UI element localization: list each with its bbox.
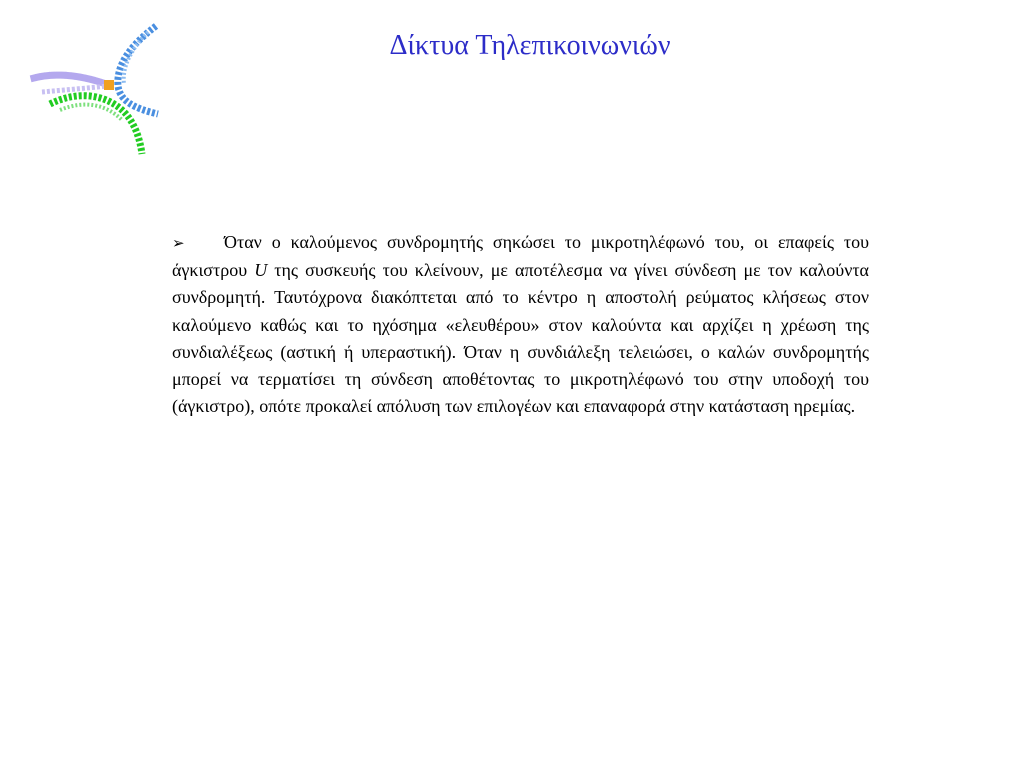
body-paragraph [172,229,869,420]
paragraph-text-part2: της συσκευής του κλείνουν, με αποτέλεσμα να γίνει σύνδεση με τον καλούντα συνδρομητή. Ταυτόχρονα διακόπτεται από το κέντρο η αποστολή ρεύματος κλήσεως στον καλούμενο καθώς και το ηχόσημα «ελευθέρου» στον καλούντα και αρχίζει η χρέωση της συνδιαλέξεως (αστική ή υπεραστική). Όταν η συνδιάλεξη τελειώσει, ο καλών συνδρομητής μπορεί να τερματίσει τη σύνδεση αποθέτοντας το μικροτηλέφωνό του στην υποδοχή του (άγκιστρο), οπότε προκαλεί απόλυση των επιλογέων και επαναφορά στην κατάσταση ηρεμίας. [172,260,869,417]
paragraph-italic-letter: U [254,260,268,281]
slide-title: Δίκτυα Τηλεπικοινωνιών [389,30,671,61]
arrow-bullet-icon: ➢ [172,234,185,252]
paragraph-text-part1: Όταν ο καλούμενος συνδρομητής σηκώσει το μικροτηλέφωνό του, οι επαφείς του άγκιστρου [172,232,869,281]
